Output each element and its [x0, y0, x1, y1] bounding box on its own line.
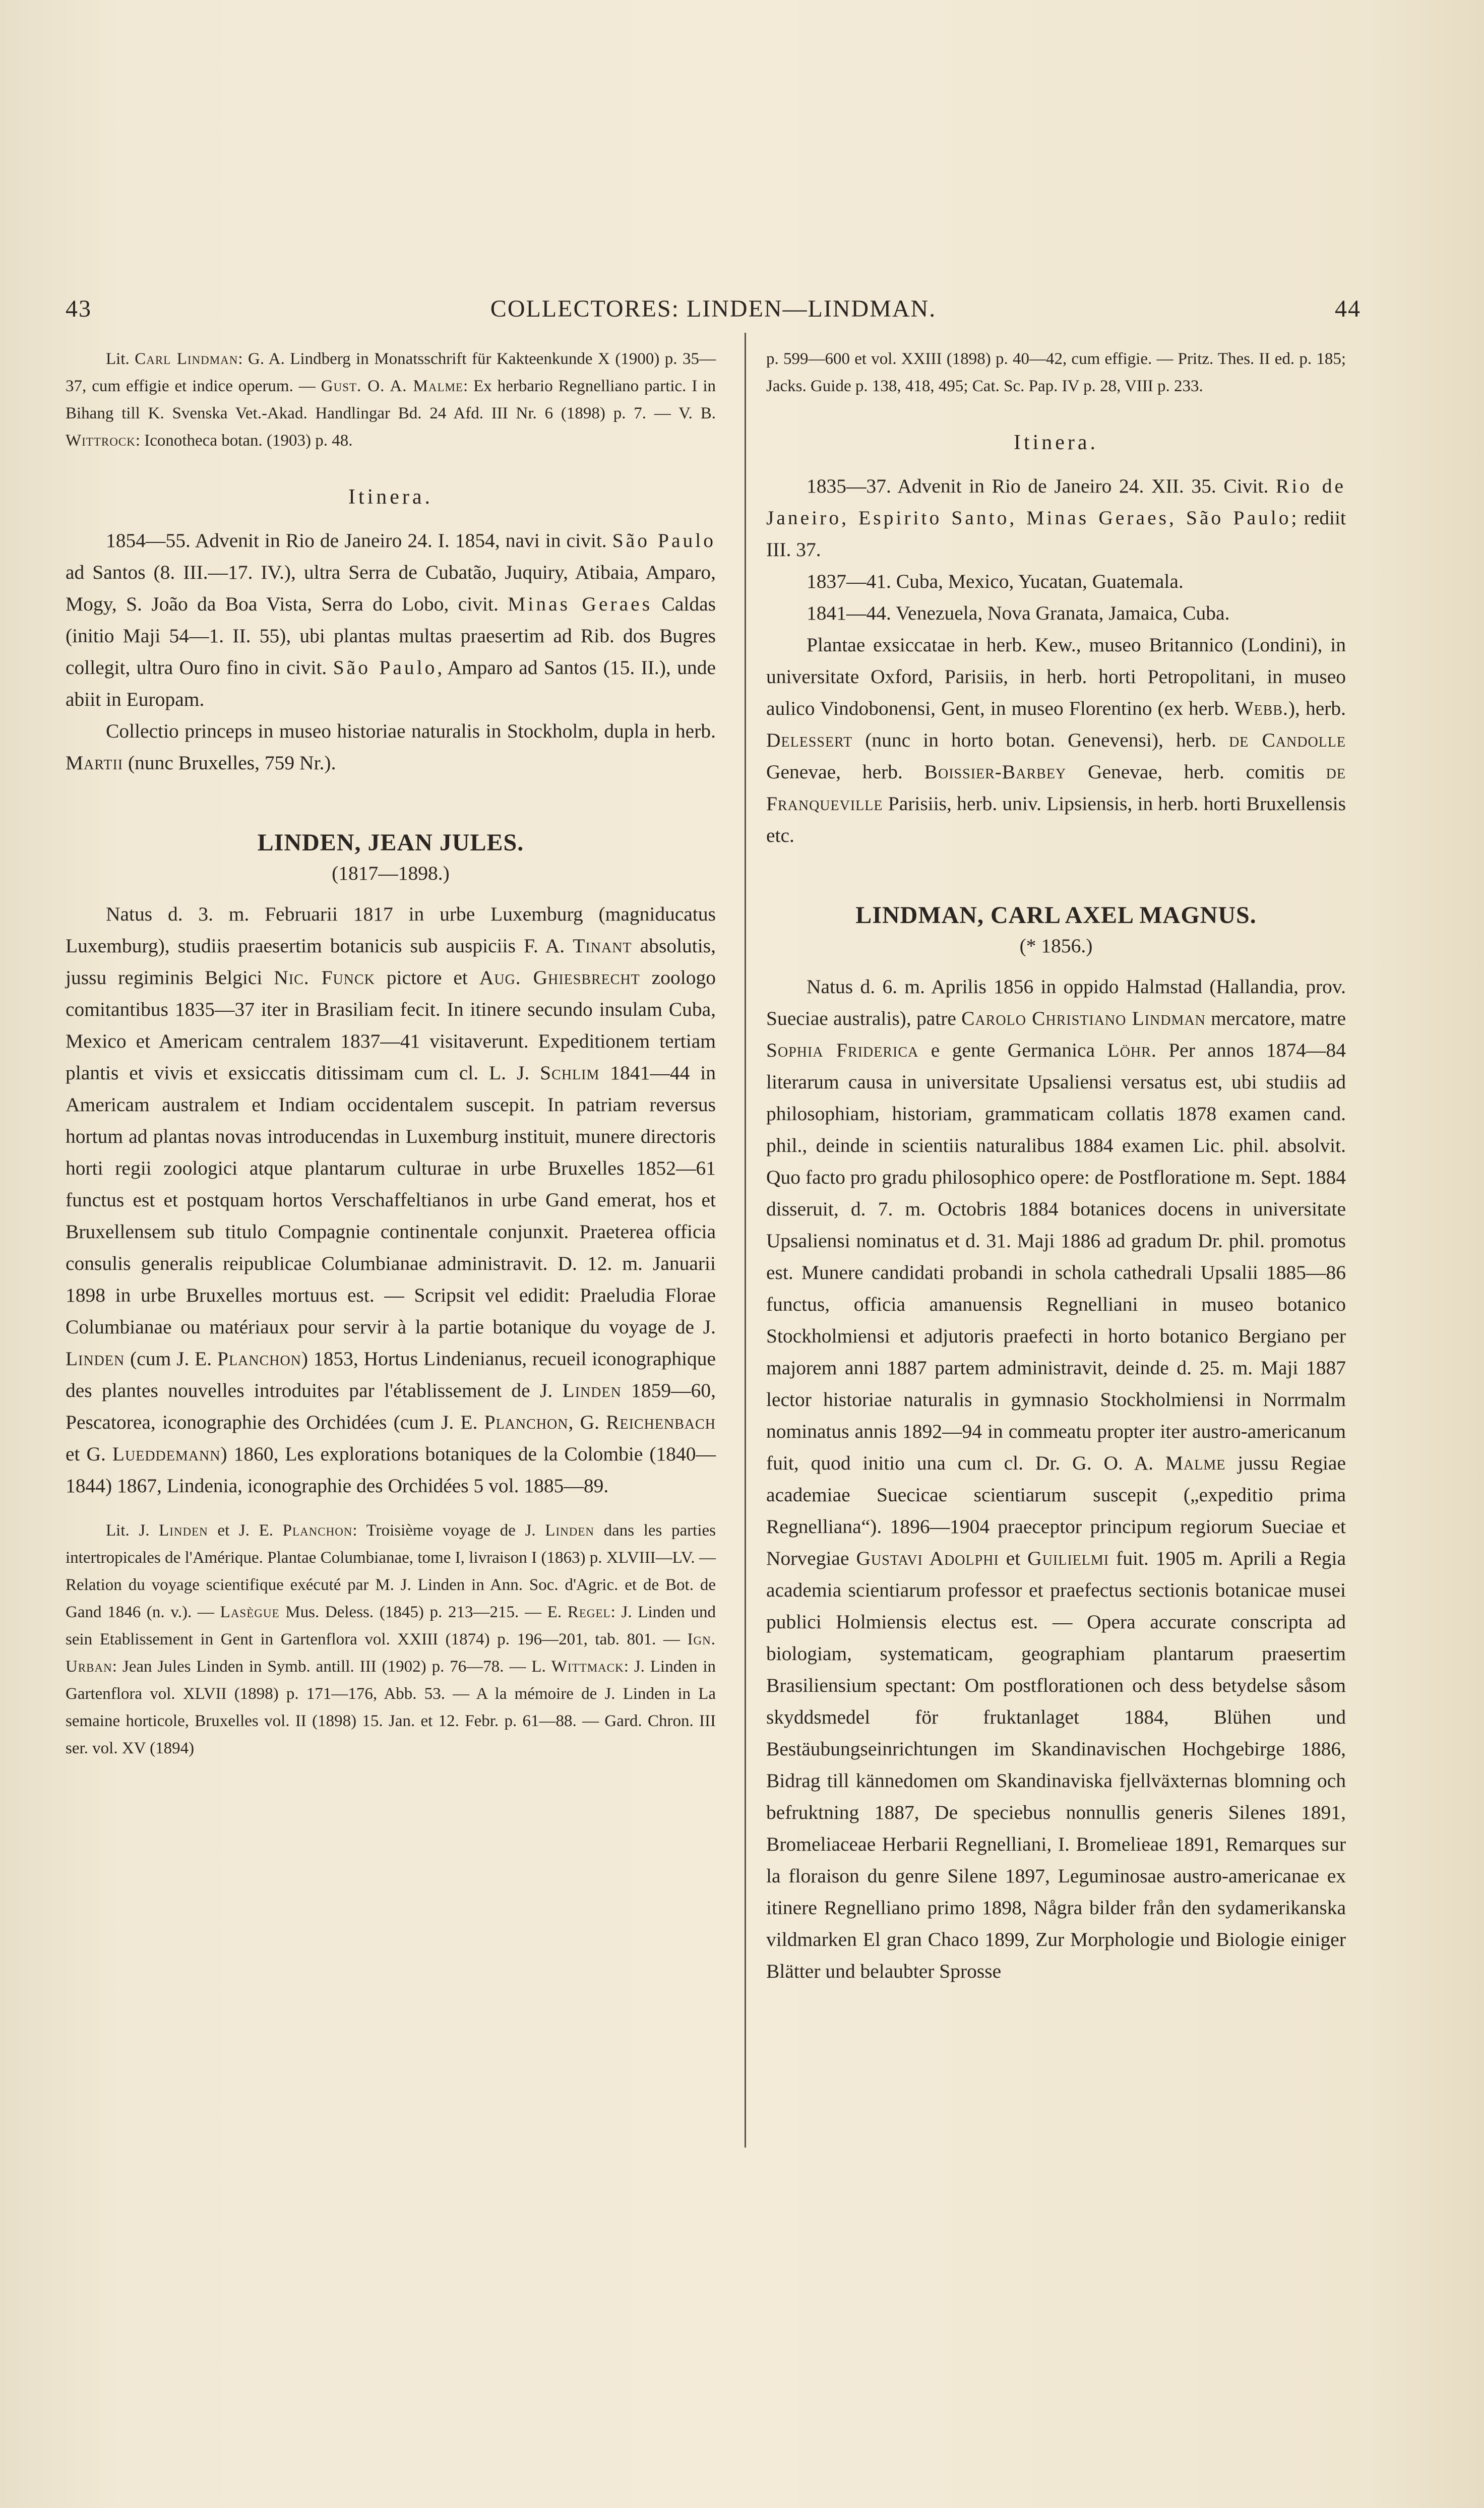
plantae-exsiccatae: Plantae exsiccatae in herb. Kew., museo Britannico (Londini), in universitate Oxford, Parisiis, in herb. horti Petropolitani, in museo aulico Vindobonensi, Gent, in museo Florentino (ex herb. Webb.), herb. Delessert (nunc in horto botan. Genevensi), herb. de Candolle Genevae, herb. Boissier-Barbey Genevae, herb. comitis de Franqueville Parisiis, herb. univ. Lipsiensis, in herb. horti Bruxellensis etc.	[766, 634, 1346, 846]
running-header	[66, 295, 1361, 330]
page-number-right: 44	[1335, 295, 1361, 322]
collectio-paragraph: Collectio princeps in museo historiae naturalis in Stockholm, dupla in herb. Martii (nunc Bruxelles, 759 Nr.).	[66, 720, 716, 774]
lindman-biography: Natus d. 6. m. Aprilis 1856 in oppido Halmstad (Hallandia, prov. Sueciae australis), patre Carolo Christiano Lindman mercatore, matre Sophia Friderica e gente Germanica Löhr. Per annos 1874—84 literarum causa in universitate Upsaliensi versatus est, ubi studiis ad philosophiam, historiam, grammaticam collatis 1878 examen cand. phil., deinde in scientiis naturalibus 1884 examen Lic. phil. absolvit. Quo facto pro gradu philosophico opere: de Postfloratione m. Sept. 1884 disseruit, d. 7. m. Octobris 1884 botanices docens in universitate Upsaliensi nominatus et d. 31. Maji 1886 ad gradum Dr. phil. promotus est. Munere candidati probandi in schola cathedrali Upsalii 1885—86 functus, officia amanuensis Regnelliani in museo botanico Stockholmiensi et adjutoris praefecti in horto botanico Bergiano per majorem anni 1887 partem administravit, deinde d. 25. m. Maji 1887 lector historiae naturalis in gymnasio Stockholmiensi in Norrmalm nominatus annis 1892—94 in commeatu propter iter austro-americanum fuit, quod initio una cum cl. Dr. G. O. A. Malme jussu Regiae academiae Suecicae scientiarum suscepit („expeditio prima Regnelliana“). 1896—1904 praeceptor principum regiorum Sueciae et Norvegiae Gustavi Adolphi et Guilielmi fuit. 1905 m. Aprili a Regia academia scientiarum professor et praefectus sectionis botanicae musei publici Holmiensis electus est. — Opera accurate conscripta ad biologiam, systematicam, geographiam plantarum praesertim Brasiliensium spectant: Om postflorationen och dess betydelse såsom skyddsmedel för fruktanlaget 1884, Blühen und Bestäubungseinrichtungen im Skandinavischen Hochgebirge 1886, Bidrag till kännedomen om Skandinaviska fjellväxternas blomning och befruktning 1887, De speciebus nonnullis generis Silenes 1891, Bromeliaceae Herbarii Regnelliani, I. Bromelieae 1891, Remarques sur la floraison du genre Silene 1897, Leguminosae austro-americanae ex itinere Regnelliano primo 1898, Några bilder från den sydamerikanska vildmarken El gran Chaco 1899, Zur Morphologie und Biologie einiger Blätter und belaubter Sprosse	[766, 975, 1346, 1982]
itinera-paragraph: 1854—55. Advenit in Rio de Janeiro 24. I. 1854, navi in civit. São Paulo ad Santos (8. III.—17. IV.), ultra Serra de Cubatão, Juquiry, Atibaia, Amparo, Mogy, S. João da Boa Vista, Serra do Lobo, civit. Minas Geraes Caldas (initio Maji 54—1. II. 55), ubi plantas multas praesertim ad Rib. dos Bugres collegit, ultra Ouro fino in civit. São Paulo, Amparo ad Santos (15. II.), unde abiit in Europam.	[66, 529, 716, 710]
right-column	[766, 345, 1346, 1987]
entry-dates-lindman: (* 1856.)	[1019, 935, 1093, 957]
left-column	[66, 345, 716, 1762]
page-number-left: 43	[66, 295, 92, 322]
linden-biography: Natus d. 3. m. Februarii 1817 in urbe Luxemburg (magniducatus Luxemburg), studiis praesertim botanicis sub auspiciis F. A. Tinant absolutis, jussu regiminis Belgici Nic. Funck pictore et Aug. Ghiesbrecht zoologo comitantibus 1835—37 iter in Brasiliam fecit. In itinere secundo insulam Cuba, Mexico et Americam centralem 1837—41 visitaverunt. Expeditionem tertiam plantis et vivis et exsiccatis ditissimam cum cl. L. J. Schlim 1841—44 in Americam australem et Indiam occidentalem suscepit. In patriam reversus hortum ad plantas novas introducendas in Luxemburg instituit, munere directoris horti regii zoologici atque plantarum culturae in urbe Bruxelles 1852—61 functus est et postquam hortos Verschaffeltianos in urbe Gand emerat, hos et Bruxellensem sub titulo Compagnie continentale conjunxit. Praeterea officia consulis generalis reipublicae Columbianae administravit. D. 12. m. Januarii 1898 in urbe Bruxelles mortuus est. — Scripsit vel edidit: Praeludia Florae Columbianae ou matériaux pour servir à la partie botanique du voyage de J. Linden (cum J. E. Planchon) 1853, Hortus Lindenianus, recueil iconographique des plantes nouvelles introduites par l'établissement de J. Linden 1859—60, Pescatorea, iconographie des Orchidées (cum J. E. Planchon, G. Reichenbach et G. Lueddemann) 1860, Les explorations botaniques de la Colombie (1840—1844) 1867, Lindenia, iconographie des Orchidées 5 vol. 1885—89.	[66, 903, 716, 1497]
itinera-heading-left: Itinera.	[348, 485, 434, 509]
column-divider	[745, 333, 746, 2148]
lit-continuation: p. 599—600 et vol. XXIII (1898) p. 40—42, cum effigie. — Pritz. Thes. II ed. p. 185; Jacks. Guide p. 138, 418, 495; Cat. Sc. Pap. IV p. 28, VIII p. 233.	[766, 350, 1346, 395]
entry-heading-linden: LINDEN, JEAN JULES.	[257, 829, 524, 856]
lit-linden: Lit. J. Linden et J. E. Planchon: Troisième voyage de J. Linden dans les parties intertropicales de l'Amérique. Plantae Columbianae, tome I, livraison I (1863) p. XLVIII—LV. — Relation du voyage scientifique exécuté par M. J. Linden in Ann. Soc. d'Agric. et de Bot. de Gand 1846 (n. v.). — Lasègue Mus. Deless. (1845) p. 213—215. — E. Regel: J. Linden und sein Etablissement in Gent in Gartenflora vol. XXIII (1874) p. 196—201, tab. 801. — Ign. Urban: Jean Jules Linden in Symb. antill. III (1902) p. 76—78. — L. Wittmack: J. Linden in Gartenflora vol. XLVII (1898) p. 171—176, Abb. 53. — A la mémoire de J. Linden in La semaine horticole, Bruxelles vol. II (1898) 15. Jan. et 12. Febr. p. 61—88. — Gard. Chron. III ser. vol. XV (1894)	[66, 1521, 716, 1757]
itinera-1841: 1841—44. Venezuela, Nova Granata, Jamaica, Cuba.	[807, 602, 1230, 624]
lit-lindman: Lit. Carl Lindman: G. A. Lindberg in Monatsschrift für Kakteenkunde X (1900) p. 35—37, cum effigie et indice operum. — Gust. O. A. Malme: Ex herbario Regnelliano partic. I in Bihang till K. Svenska Vet.-Akad. Handlingar Bd. 24 Afd. III Nr. 6 (1898) p. 7. — V. B. Wittrock: Iconotheca botan. (1903) p. 48.	[66, 350, 716, 450]
entry-heading-lindman: LINDMAN, CARL AXEL MAGNUS.	[855, 902, 1257, 929]
itinera-heading-right: Itinera.	[1013, 431, 1099, 454]
itinera-1835: 1835—37. Advenit in Rio de Janeiro 24. XII. 35. Civit. Rio de Janeiro, Espirito Santo, Minas Geraes, São Paulo; rediit III. 37.	[766, 475, 1346, 561]
running-title: COLLECTORES: LINDEN—LINDMAN.	[490, 295, 937, 322]
entry-dates-linden: (1817—1898.)	[332, 862, 450, 884]
itinera-1837: 1837—41. Cuba, Mexico, Yucatan, Guatemala.	[807, 570, 1184, 592]
